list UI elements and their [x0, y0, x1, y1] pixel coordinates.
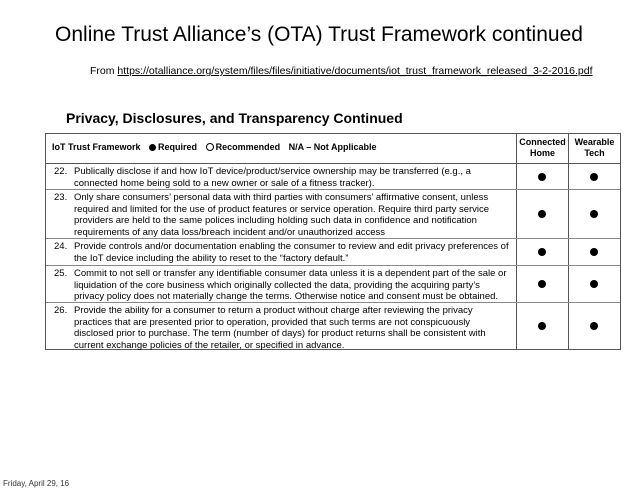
row-text: Only share consumers’ personal data with third parties with consumers’ affirmative consent, unless required and limited for the use of product features or service operation. Require third party service providers are held to the same polices including holding such data in confidence and notification requirements of any data loss/breach incident and/or unauthorized access	[74, 192, 490, 238]
required-bullet-icon	[590, 280, 598, 288]
source-prefix: From	[90, 65, 118, 77]
source-link[interactable]: https://otalliance.org/system/files/files/initiative/documents/iot_trust_framework_released_3-2-2016.pdf	[117, 65, 593, 77]
legend-recommended: Recommended	[215, 142, 281, 152]
trust-framework-table	[45, 133, 621, 350]
table-row	[46, 239, 620, 266]
required-bullet-icon	[538, 280, 546, 288]
legend-required: Required	[158, 142, 198, 152]
table-row	[46, 164, 620, 190]
row-text: Publically disclose if and how IoT device/product/service ownership may be transferred (e.g., a connected home being sold to a new owner or sale of a fitness tracker).	[74, 166, 471, 189]
recommended-circle-icon	[206, 143, 214, 151]
row-text: Provide controls and/or documentation enabling the consumer to review and edit privacy preferences of the IoT device including the ability to reset to the “factory default.”	[74, 241, 509, 264]
source-citation	[90, 65, 630, 78]
required-bullet-icon	[538, 248, 546, 256]
row-number: 26.	[54, 305, 68, 316]
required-bullet-icon	[590, 248, 598, 256]
legend-title: IoT Trust Framework	[52, 142, 141, 152]
required-bullet-icon	[149, 144, 156, 151]
required-bullet-icon	[590, 322, 598, 330]
row-number: 23.	[54, 192, 68, 203]
row-text: Commit to not sell or transfer any identifiable consumer data unless it is a dependent part of the sale or liquidation of the core business which originally collected the data, providing the acquiring party’s privacy policy does not materially change the terms. Otherwise notice and consent must be obtained.	[74, 268, 507, 302]
slide-title: Online Trust Alliance’s (OTA) Trust Framework continued	[55, 23, 583, 46]
table-header	[46, 134, 620, 164]
slide-footer-date: Friday, April 29, 16	[3, 479, 70, 488]
section-heading: Privacy, Disclosures, and Transparency Continued	[66, 110, 403, 126]
row-number: 22.	[54, 166, 68, 177]
required-bullet-icon	[590, 173, 598, 181]
column-header-wearable-tech: Wearable Tech	[568, 134, 620, 163]
row-number: 24.	[54, 241, 68, 252]
table-row	[46, 266, 620, 303]
required-bullet-icon	[538, 173, 546, 181]
row-text: Provide the ability for a consumer to return a product without charge after reviewing the privacy practices that are presented prior to operation, provided that such terms are not conspicuously disclosed prior to purchase. The term (number of days) for product returns shall be consistent with current exchange policies of the retailer, or specified in advance.	[74, 305, 486, 351]
table-row	[46, 190, 620, 239]
table-row	[46, 303, 620, 349]
required-bullet-icon	[538, 210, 546, 218]
required-bullet-icon	[538, 322, 546, 330]
required-bullet-icon	[590, 210, 598, 218]
legend-na: N/A – Not Applicable	[288, 142, 377, 152]
column-header-connected-home: Connected Home	[516, 134, 568, 163]
legend	[52, 142, 376, 152]
row-number: 25.	[54, 268, 68, 279]
